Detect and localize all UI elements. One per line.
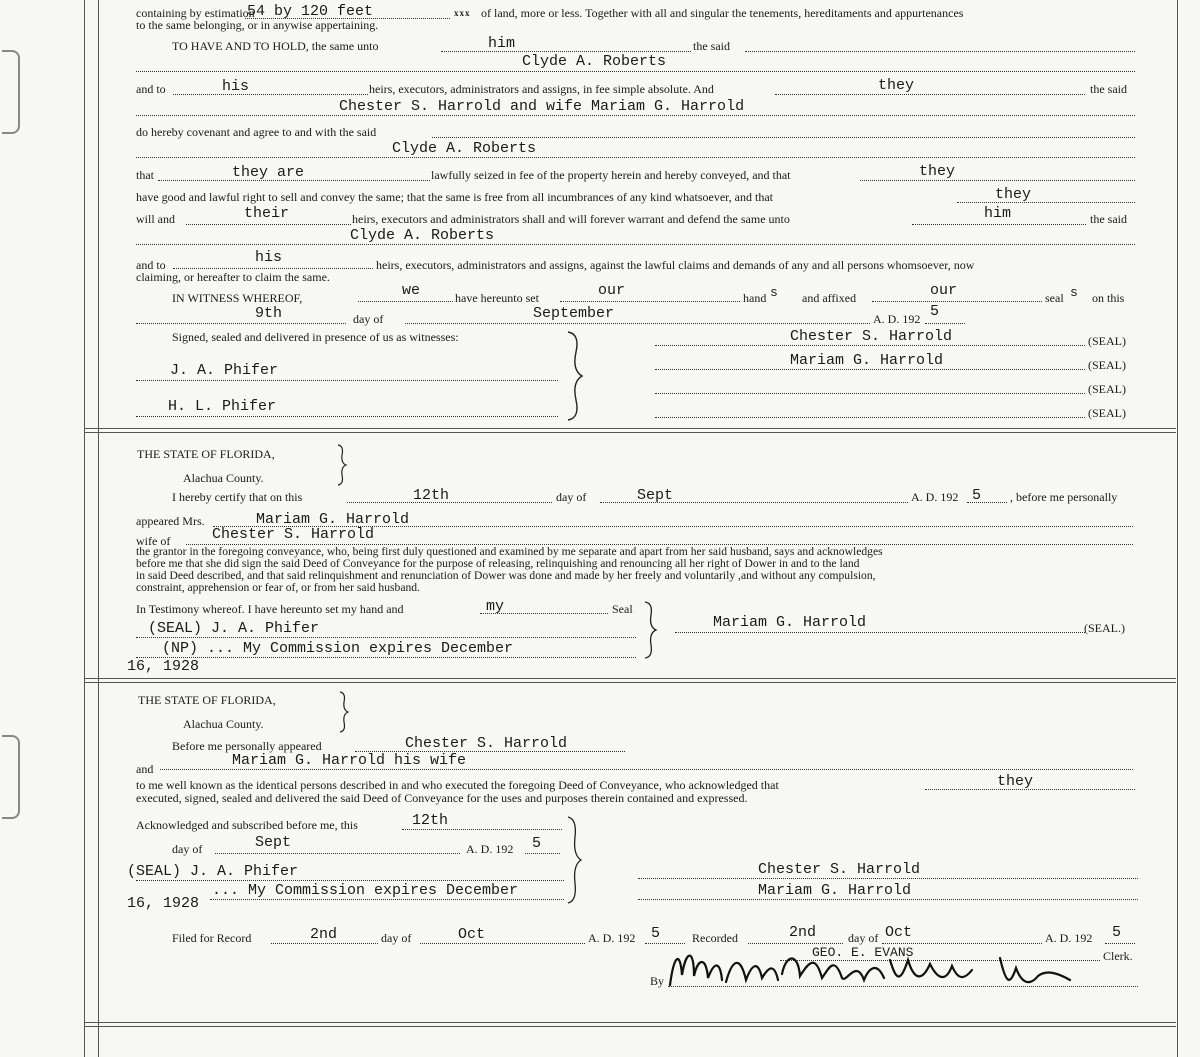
deed-line-11-rule (186, 224, 351, 225)
cert2-known-val: they (997, 773, 1034, 790)
deed-unto-value: him (488, 35, 516, 52)
deed-line-5a: and to (136, 82, 166, 96)
binder-ring-bottom (2, 735, 20, 819)
cert2-and: and (136, 762, 154, 776)
deed-line-12-rule (136, 244, 1135, 245)
cert2-ack-val: 12th (412, 812, 449, 829)
cert2-known-b: executed, signed, sealed and delivered the said Deed of Conveyance for the uses and purposes therein contained and expressed. (136, 791, 748, 805)
cert1-month-val: Sept (637, 487, 674, 504)
deed-seal-2: (SEAL) (1088, 358, 1126, 372)
deed-sig-rule-2 (655, 369, 1085, 370)
cert2-year-rule (525, 853, 560, 854)
deed-line-14: claiming, or hereafter to claim the same. (136, 270, 330, 284)
cert1-para-4: constraint, apprehension or fear of, or from her said husband. (136, 581, 420, 594)
witness-line-c: hand (743, 291, 767, 305)
filing-by: By (650, 974, 665, 988)
deed-line-11-val: their (244, 205, 290, 222)
left-margin-line (84, 0, 85, 1057)
left-margin-line-2 (98, 0, 99, 1057)
cert1-line-1c: A. D. 192 (911, 490, 959, 504)
cert1-line-3a: wife of (136, 534, 171, 548)
deed-line-3a: TO HAVE AND TO HOLD, the same unto (172, 39, 379, 53)
deed-line-9-rule (158, 180, 430, 181)
deed-witness-brace (560, 330, 590, 422)
deputy-clerk-signature-icon (660, 940, 1080, 995)
filing-c: A. D. 192 (588, 931, 636, 945)
cert2-notary-3: ... My Commission expires December (212, 882, 519, 899)
filing-clerk-label: Clerk. (1103, 949, 1133, 963)
filing-month-rule (420, 943, 585, 944)
filing-year-val: 5 (651, 925, 661, 942)
cert1-year-rule (967, 502, 1007, 503)
deed-line-13b: heirs, executors, administrators and assigns, against the lawful claims and demands of any and all persons whomsoever, now (376, 258, 975, 272)
cert1-appeared-val: Mariam G. Harrold (256, 511, 410, 528)
cert2-and-val: Mariam G. Harrold his wife (232, 752, 467, 769)
cert1-state: THE STATE OF FLORIDA, (137, 447, 275, 461)
deed-line-1b: of land, more or less. Together with all and singular the tenements, hereditaments and appurtenances (481, 6, 964, 20)
filing-rec-month-val: Oct (885, 924, 913, 941)
deed-grantee-2: Clyde A. Roberts (392, 140, 537, 157)
cert2-and-rule (160, 769, 1133, 770)
cert2-signature-1: Chester S. Harrold (758, 861, 921, 878)
deed-struck-text: xxx (454, 8, 471, 18)
deed-line-11a: will and (136, 212, 175, 226)
cert2-ack-a: Acknowledged and subscribed before me, this (136, 818, 358, 832)
cert2-known-a: to me well known as the identical persons described in and who executed the foregoing Deed of Conveyance, who acknowledged that (136, 778, 779, 792)
deed-year-rule (925, 323, 965, 324)
filing-a: Filed for Record (172, 931, 252, 945)
filing-rec-year-val: 5 (1112, 924, 1122, 941)
witness-line-rule-2 (560, 301, 740, 302)
deed-sig-rule-4 (655, 417, 1085, 418)
deed-signature-2: Mariam G. Harrold (790, 352, 944, 369)
filing-clerk-name: GEO. E. EVANS (812, 945, 914, 960)
cert1-wife-of-val: Chester S. Harrold (212, 526, 375, 543)
cert2-state: THE STATE OF FLORIDA, (138, 693, 276, 707)
cert1-signature: Mariam G. Harrold (713, 614, 867, 631)
cert1-line-2a: appeared Mrs. (136, 514, 205, 528)
binder-ring-top (2, 50, 20, 134)
witness-line-d: and affixed (802, 291, 857, 305)
section-divider-1b (84, 432, 1176, 433)
deed-line-4-rule (136, 71, 1135, 72)
filing-b: day of (381, 931, 412, 945)
deed-witness-1-rule (136, 380, 558, 381)
deed-grantors: Chester S. Harrold and wife Mariam G. Harrold (339, 98, 745, 115)
cert1-para-2: before me that she did sign the said Deed of Conveyance for the purpose of releasing, relinquishing and renouncing all her right of Dower in and to the land (136, 557, 860, 570)
witness-line-e: seal (1045, 291, 1064, 305)
cert1-county: Alachua County. (183, 471, 264, 485)
witness-line-rule-1 (358, 301, 453, 302)
deed-line-13a: and to (136, 258, 166, 272)
filing-e: day of (848, 931, 879, 945)
deed-sig-rule-3 (655, 393, 1085, 394)
cert1-month-rule (600, 502, 908, 503)
bottom-border (84, 1022, 1176, 1023)
right-margin-line (1177, 0, 1178, 1057)
cert2-day-b: A. D. 192 (466, 842, 514, 856)
deed-witness-1: J. A. Phifer (170, 362, 279, 379)
witness-line-val: we (402, 282, 421, 299)
cert2-sig-rule-1 (638, 878, 1138, 879)
deed-seal-4: (SEAL) (1088, 406, 1126, 420)
witness-line-rule-3 (872, 301, 1042, 302)
cert1-testimony-b: Seal (612, 602, 633, 616)
deed-day-a: day of (353, 312, 384, 326)
deed-line-9-val: they are (232, 164, 305, 181)
deed-witness-2-rule (136, 416, 558, 417)
deed-line-5-val: his (222, 78, 250, 95)
cert2-known-rule (925, 789, 1135, 790)
deed-line-10-rule (957, 202, 1135, 203)
deed-line-6-rule (136, 115, 1135, 116)
deed-day-rule (136, 323, 346, 324)
filing-rec-day-val: 2nd (789, 924, 817, 941)
cert1-para-1: the grantor in the foregoing conveyance, who, being first duly questioned and examined by me separate and apart from her said husband, says and acknowledges (136, 545, 883, 558)
cert1-year-val: 5 (972, 487, 982, 504)
witness-line-val4: our (930, 282, 958, 299)
witness-line-a: IN WITNESS WHEREOF, (172, 291, 303, 305)
deed-line-9a: that (136, 168, 154, 182)
section-divider-1 (84, 428, 1176, 429)
deed-line-13-rule (173, 268, 373, 269)
filing-rec-year-rule (1105, 943, 1135, 944)
filing-day-rule (271, 943, 378, 944)
cert1-testimony-rule (480, 613, 608, 614)
deed-line-5-val2: they (878, 77, 915, 94)
deed-month-val: September (533, 305, 615, 322)
cert1-notary-brace (640, 600, 660, 660)
deed-line-11-val2: him (984, 205, 1012, 222)
deed-grantee-3: Clyde A. Roberts (350, 227, 495, 244)
witness-line-val5: s (1070, 285, 1078, 300)
deed-line-7: do hereby covenant and agree to and with the said (136, 125, 377, 139)
cert2-county: Alachua County. (183, 717, 264, 731)
deed-line-9-rule-b (860, 180, 1135, 181)
cert2-notary-brace (563, 815, 585, 905)
deed-year-val: 5 (930, 303, 940, 320)
cert1-sig-rule (675, 632, 1085, 633)
cert1-testimony-a: In Testimony whereof. I have hereunto set my hand and (136, 602, 404, 616)
cert1-para-3: in said Deed described, and that said relinquishment and renunciation of Dower was done and made by her freely and voluntarily ,and without any compulsion, (136, 569, 876, 582)
section-divider-2b (84, 682, 1176, 683)
bottom-border-2 (84, 1026, 1176, 1027)
cert1-testimony-val: my (486, 598, 505, 615)
deed-grantee-1: Clyde A. Roberts (522, 53, 667, 70)
cert2-day-rule (215, 853, 460, 854)
deed-year-a: A. D. 192 (873, 312, 921, 326)
cert2-notary-2: 16, 1928 (127, 895, 200, 912)
deed-line-8-rule (136, 157, 1135, 158)
deed-signed-line: Signed, sealed and delivered in presence of us as witnesses: (172, 330, 459, 344)
deed-line-11b: heirs, executors and administrators shall and will forever warrant and defend the same unto (352, 212, 790, 226)
cert2-before-val: Chester S. Harrold (405, 735, 568, 752)
cert1-notary-2: (NP) ... My Commission expires December (162, 640, 514, 657)
cert2-ack-rule (402, 829, 562, 830)
deed-seal-1: (SEAL) (1088, 334, 1126, 348)
filing-f: A. D. 192 (1045, 931, 1093, 945)
deed-line-3b: the said (693, 39, 730, 53)
cert1-line-1a: I hereby certify that on this (172, 490, 303, 504)
cert2-notary-rule-1 (136, 880, 564, 881)
deed-line-9b: lawfully seized in fee of the property herein and hereby conveyed, and that (431, 168, 791, 182)
deed-estimation-value: 54 by 120 feet (247, 3, 374, 20)
deed-line-3-rule (441, 51, 691, 52)
deed-line-9-val2: they (919, 163, 956, 180)
filing-d: Recorded (692, 931, 738, 945)
cert2-notary-1: (SEAL) J. A. Phifer (127, 863, 299, 880)
deed-line-11-rule-b (912, 224, 1086, 225)
witness-line-val2: our (598, 282, 626, 299)
filing-month-val: Oct (458, 926, 486, 943)
deed-line-3-rule-b (745, 51, 1135, 52)
cert1-line-1b: day of (556, 490, 587, 504)
cert1-notary-rule-1 (136, 637, 636, 638)
deed-line-11c: the said (1090, 212, 1127, 226)
cert2-signature-2: Mariam G. Harrold (758, 882, 912, 899)
cert1-notary-rule-2 (136, 657, 636, 658)
cert2-day-val: Sept (255, 834, 292, 851)
section-divider-2 (84, 678, 1176, 679)
deed-line-10-val: they (995, 186, 1032, 203)
cert2-day-val2: 5 (532, 835, 542, 852)
cert2-before-a: Before me personally appeared (172, 739, 322, 753)
deed-line-10: have good and lawful right to sell and convey the same; that the same is free from all incumbrances of any kind whatsoever, and that (136, 190, 773, 204)
cert1-notary-3: 16, 1928 (127, 658, 200, 675)
witness-line-val3: s (770, 285, 778, 300)
deed-witness-2: H. L. Phifer (168, 398, 277, 415)
deed-line-13-val: his (255, 249, 283, 266)
witness-line-b: have hereunto set (455, 291, 539, 305)
cert1-line-1-rule (347, 502, 552, 503)
deed-line-5-rule (173, 94, 368, 95)
deed-signature-1: Chester S. Harrold (790, 328, 953, 345)
deed-line-5-rule-b (775, 94, 1085, 95)
deed-line-5c: the said (1090, 82, 1127, 96)
deed-day-val: 9th (255, 305, 283, 322)
deed-line-5b: heirs, executors, administrators and assigns, in fee simple absolute. And (369, 82, 714, 96)
deed-month-rule (405, 323, 870, 324)
deed-line-1a: containing by estimation (136, 6, 255, 20)
cert1-seal: (SEAL.) (1084, 621, 1125, 635)
cert1-state-brace (335, 443, 349, 487)
cert2-sig-rule-2 (638, 899, 1138, 900)
cert2-day-a: day of (172, 842, 203, 856)
deed-line-7-rule (432, 137, 1135, 138)
deed-line-2: to the same belonging, or in anywise appertaining. (136, 18, 379, 32)
cert2-notary-rule-2 (210, 899, 564, 900)
cert1-notary-1: (SEAL) J. A. Phifer (148, 620, 320, 637)
cert2-state-brace (337, 690, 351, 734)
filing-day-val: 2nd (310, 926, 338, 943)
deed-sig-rule-1 (655, 345, 1085, 346)
cert1-day-val: 12th (413, 487, 450, 504)
cert1-line-1d: , before me personally (1010, 490, 1118, 504)
deed-seal-3: (SEAL) (1088, 382, 1126, 396)
witness-line-f: on this (1092, 291, 1125, 305)
